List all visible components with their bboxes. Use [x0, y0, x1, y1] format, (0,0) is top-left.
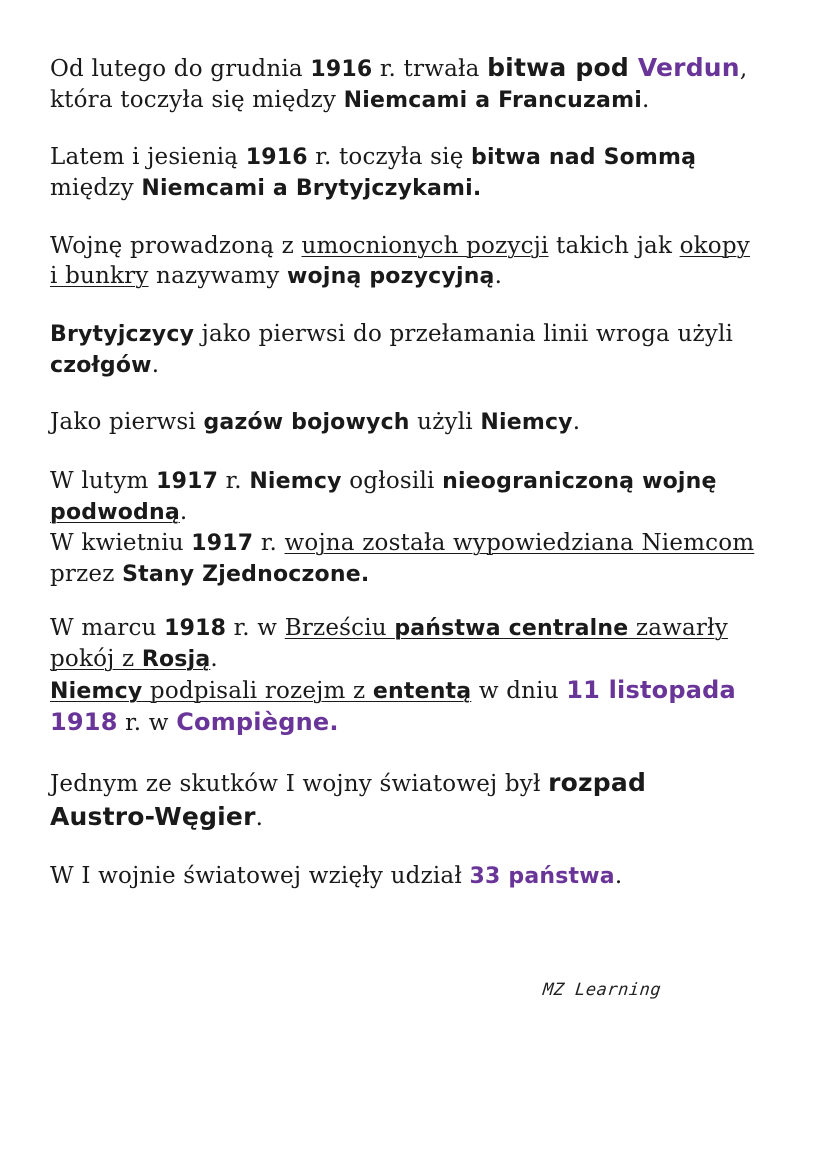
paragraph-participants — [50, 861, 790, 892]
text: użyli — [409, 409, 481, 435]
country: Niemcy — [249, 469, 342, 494]
text: Jako pierwsi — [50, 409, 204, 435]
year: 1918 — [164, 616, 227, 641]
country: Austro-Węgier — [50, 802, 256, 831]
text: . — [210, 646, 218, 672]
text: w dniu — [471, 678, 567, 704]
underlined-term: okopy — [679, 233, 750, 259]
term: rozpad — [548, 768, 647, 797]
text: r. toczyła się — [307, 144, 472, 170]
year: 1917 — [156, 469, 219, 494]
text: Od lutego do grudnia — [50, 56, 311, 82]
weapon: gazów bojowych — [203, 410, 410, 435]
term: nieograniczoną wojnę — [442, 469, 717, 494]
battle-name: bitwa pod — [487, 53, 638, 82]
weapon: czołgów — [50, 353, 152, 378]
count: 33 państwa — [469, 864, 615, 889]
year: 1916 — [245, 145, 308, 170]
text: jako pierwsi do przełamania linii wroga użyli — [194, 321, 734, 347]
text: . — [572, 409, 581, 435]
text: która toczyła się między — [50, 87, 344, 113]
paragraph-1918 — [50, 613, 790, 738]
text: . — [151, 352, 160, 378]
text: r. w — [117, 710, 177, 736]
country: Brytyjczycy — [50, 322, 195, 347]
text: W I wojnie światowej wzięły udział — [50, 863, 470, 889]
place-name: Compiègne. — [176, 708, 339, 736]
country: Rosją — [141, 647, 211, 672]
underlined-term: pokój z — [50, 646, 142, 672]
text: r. trwała — [372, 56, 488, 82]
text: W lutym — [50, 468, 157, 494]
paragraph-1917 — [50, 466, 790, 590]
text: . — [179, 499, 188, 525]
text: ogłosili — [341, 468, 443, 494]
term: państwa centralne — [394, 616, 629, 641]
paragraph-somme — [50, 142, 790, 204]
text: W kwietniu — [50, 530, 192, 556]
paragraph-gas — [50, 407, 790, 438]
text: przez — [50, 561, 123, 587]
text: . — [255, 805, 264, 831]
underlined-term: Brześciu — [284, 615, 395, 641]
paragraph-tanks — [50, 319, 790, 381]
year: 1916 — [310, 57, 373, 82]
text: . — [614, 863, 623, 889]
text: Latem i jesienią — [50, 144, 246, 170]
paragraph-trench-war — [50, 231, 790, 292]
text: r. — [218, 468, 250, 494]
country: Niemcy — [50, 679, 143, 704]
text: takich jak — [548, 233, 680, 259]
text: Wojnę prowadzoną z — [50, 233, 302, 259]
underlined-term: umocnionych pozycji — [301, 233, 549, 259]
text: . — [641, 87, 650, 113]
date: 11 listopada — [566, 676, 736, 704]
paragraph-verdun — [50, 52, 790, 116]
sides: Niemcami a Brytyjczykami. — [141, 176, 482, 201]
text: między — [50, 175, 142, 201]
underlined-term: wojna została wypowiedziana Niemcom — [284, 530, 755, 556]
underlined-term: zawarły — [628, 615, 728, 641]
year: 1917 — [191, 531, 254, 556]
text: W marcu — [50, 615, 165, 641]
term: wojną pozycyjną — [287, 264, 495, 289]
term: ententą — [372, 679, 472, 704]
country: Niemcy — [480, 410, 573, 435]
text: Jednym ze skutków I wojny światowej był — [50, 771, 549, 797]
battle-name: bitwa nad Sommą — [471, 145, 697, 170]
term: podwodną — [50, 500, 180, 525]
paragraph-austria-hungary — [50, 767, 790, 835]
year: 1918 — [50, 708, 118, 736]
text: r. w — [226, 615, 285, 641]
sides: Niemcami a Francuzami — [343, 88, 642, 113]
text: r. — [253, 530, 285, 556]
underlined-term: i bunkry — [50, 263, 149, 289]
place-name: Verdun — [637, 53, 740, 82]
text: . — [494, 263, 503, 289]
country: Stany Zjednoczone. — [122, 562, 370, 587]
text: nazywamy — [148, 263, 288, 289]
text: , — [739, 56, 748, 82]
signature: MZ Learning — [541, 980, 663, 1000]
underlined-term: podpisali rozejm z — [142, 678, 373, 704]
